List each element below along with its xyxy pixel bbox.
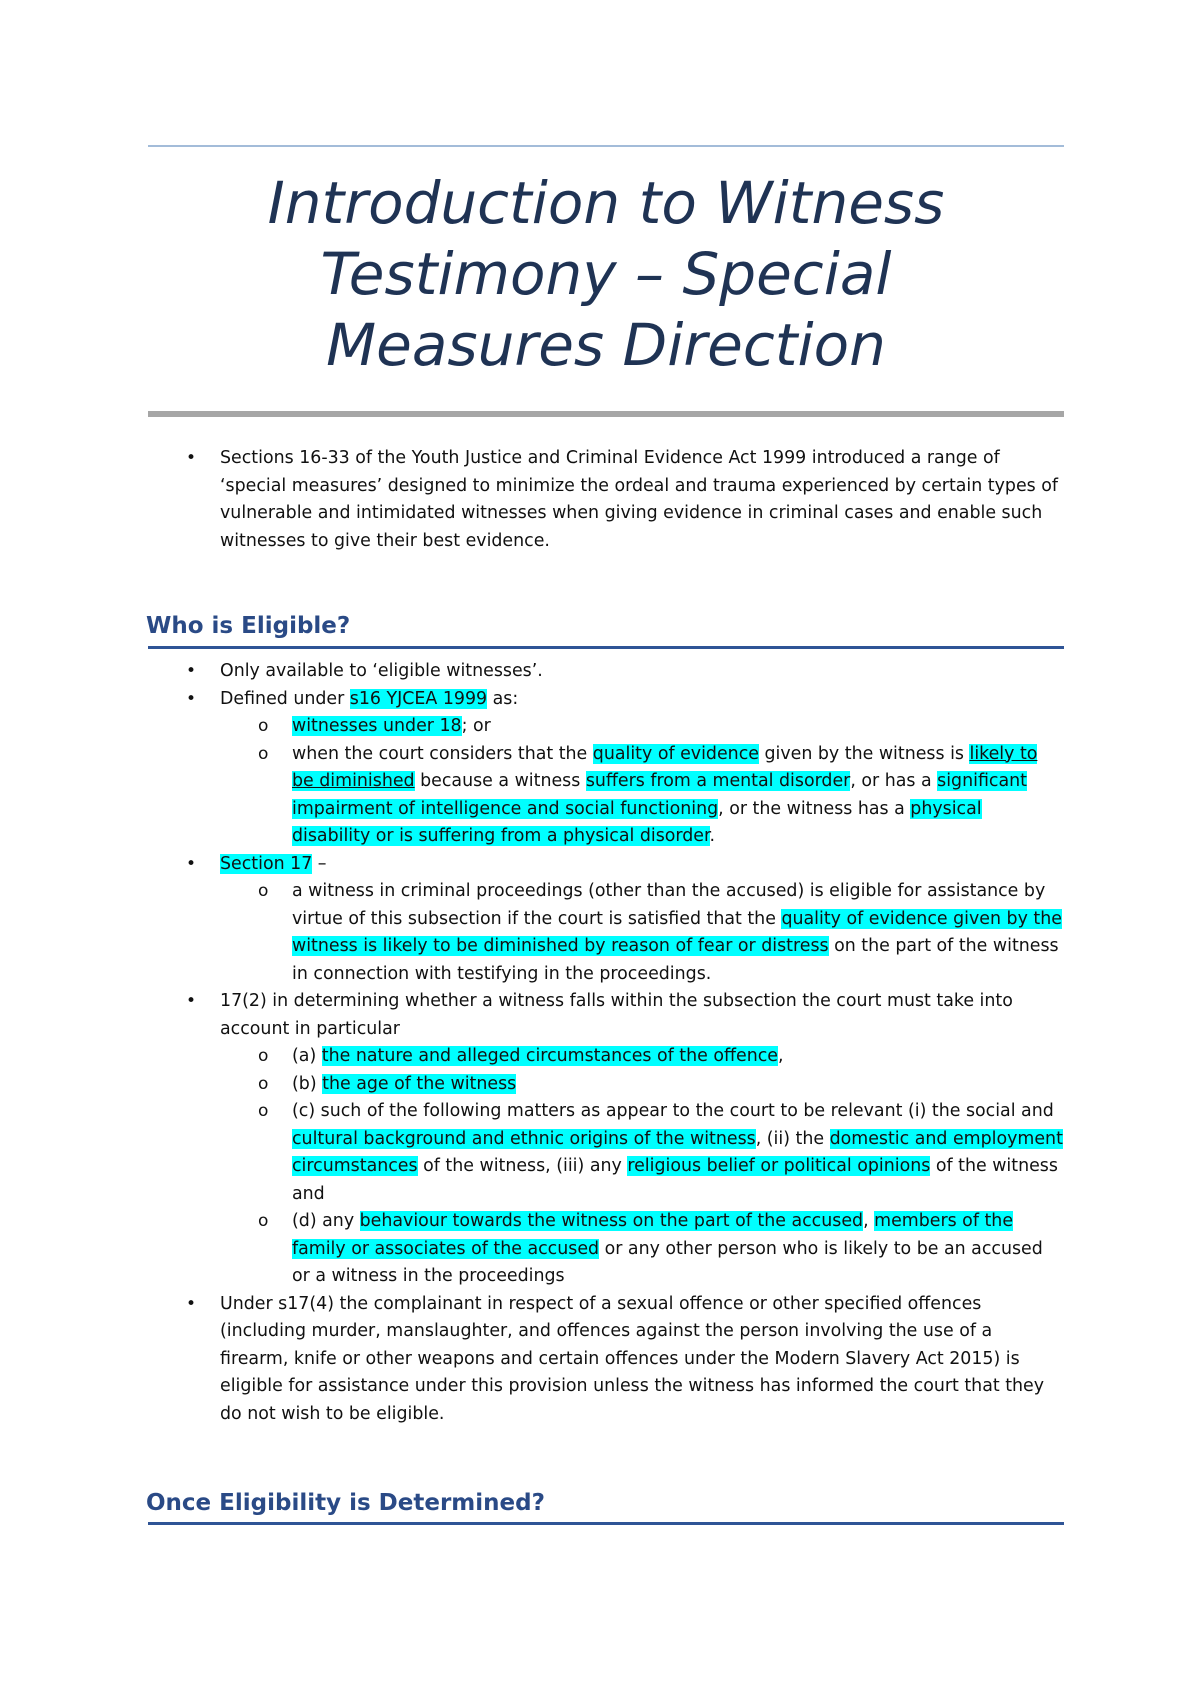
highlight: the nature and alleged circumstances of the offence	[321, 1046, 778, 1066]
eligibility-list	[148, 658, 1064, 1428]
highlight: members of the family or associates of the accused	[292, 1211, 1014, 1259]
sub-bullet-icon: o	[258, 716, 269, 736]
highlight: domestic and employment circumstances	[292, 1128, 1063, 1176]
sub-list-item: o (b) the age of the witness	[148, 1071, 1064, 1099]
highlight: cultural background and ethnic origins of the witness	[292, 1128, 756, 1149]
bullet-icon: •	[186, 991, 197, 1011]
title-top-rule	[148, 145, 1064, 147]
highlight: quality of evidence given by the witness is likely to be diminished by reason of fear or distress	[292, 908, 1062, 956]
highlight: quality of evidence	[592, 743, 759, 764]
bullet-icon: •	[186, 448, 197, 468]
title-line-1: Introduction to Witness	[267, 169, 945, 237]
highlight: the age of the witness	[322, 1073, 517, 1094]
highlight: physical disability or is suffering from a physical disorder	[292, 798, 982, 846]
sub-bullet-icon: o	[258, 881, 269, 901]
sub-bullet-icon: o	[258, 1211, 269, 1231]
list-item: • Under s17(4) the complainant in respect of a sexual offence or other specified offences (including murder, manslaughter, and offences against the person involving the use of a firearm, knife or other weapons and certain offences under the Modern Slavery Act 2015) is eligible for assistance under this provision unless the witness has informed the court that they do not wish to be eligible.	[148, 1291, 1064, 1429]
sub-list-item: o a witness in criminal proceedings (other than the accused) is eligible for assistance by virtue of this subsection if the court is satisfied that the quality of evidence given by the witness is likely to be diminished by reason of fear or distress on the part of the witness in connection with testifying in the proceedings.	[148, 878, 1064, 988]
heading-rule	[148, 646, 1064, 649]
title-line-3: Measures Direction	[326, 311, 886, 379]
sub-list-item: o (d) any behaviour towards the witness on the part of the accused, members of the family or associates of the accused or any other person who is likely to be an accused or a witness in the proceedings	[148, 1208, 1064, 1291]
title-bottom-rule	[148, 411, 1064, 417]
list-item: • Only available to ‘eligible witnesses’.	[148, 658, 1064, 686]
heading-rule	[148, 1522, 1064, 1525]
highlight: s16 YJCEA 1999	[349, 688, 488, 709]
heading-who-is-eligible: Who is Eligible?	[146, 613, 351, 639]
sub-bullet-icon: o	[258, 1046, 269, 1066]
sub-list-item: o (c) such of the following matters as appear to the court to be relevant (i) the social and cultural background and ethnic origins of the witness, (ii) the domestic and employment circumstances of the witness, (iii) any religious belief or political opinions of the witness and	[148, 1098, 1064, 1208]
title-line-2: Testimony – Special	[320, 240, 892, 308]
list-item: • Defined under s16 YJCEA 1999 as: o witnesses under 18; or o when the court considers that the quality of evidence given by the witness is likely to be diminished because a witness suffers from a mental disorder, or has a significant impairment of intelligence and social functioning, or the witness has a physical disability or is suffering from a physical disorder.	[148, 686, 1064, 851]
sub-bullet-icon: o	[258, 1073, 269, 1094]
sub-list-item: o when the court considers that the quality of evidence given by the witness is likely to be diminished because a witness suffers from a mental disorder, or has a significant impairment of intelligence and social functioning, or the witness has a physical disability or is suffering from a physical disorder.	[148, 741, 1064, 851]
highlight: religious belief or political opinions	[627, 1156, 931, 1176]
heading-once-eligibility-determined: Once Eligibility is Determined?	[146, 1490, 545, 1516]
bullet-icon: •	[186, 661, 197, 681]
highlight: Section 17	[220, 853, 313, 874]
intro-text: Sections 16-33 of the Youth Justice and Criminal Evidence Act 1999 introduced a range of ‘special measures’ designed to minimize the ordeal and trauma experienced by certain types of vulnerable and intimidated witnesses when giving evidence in criminal cases and enable such witnesses to give their best evidence.	[220, 448, 1059, 551]
sub-list-item: o witnesses under 18; or	[148, 713, 1064, 741]
highlight: suffers from a mental disorder	[585, 771, 851, 791]
bullet-icon: •	[186, 1293, 197, 1314]
list-item: • Section 17 – o a witness in criminal proceedings (other than the accused) is eligible for assistance by virtue of this subsection if the court is satisfied that the quality of evidence given by the witness is likely to be diminished by reason of fear or distress on the part of the witness in connection with testifying in the proceedings.	[148, 851, 1064, 989]
sub-list-item: o (a) the nature and alleged circumstances of the offence,	[148, 1043, 1064, 1071]
bullet-icon: •	[186, 853, 197, 874]
intro-section	[148, 445, 1064, 555]
sub-bullet-icon: o	[258, 1101, 269, 1121]
page-title	[148, 168, 1064, 381]
list-item: • 17(2) in determining whether a witness falls within the subsection the court must take into account in particular o (a) the nature and alleged circumstances of the offence, o (b) the age of the witness o (c) such of the following matters as appear to the court to be relevant (i) the social and cultural background and ethnic origins of the witness, (ii) the domestic and employment circumstances of the witness, (iii) any religious belief or political opinions of the witness and o (d) any behaviour towards the witness on the part of the accused, members of the family or associates of the accused or any other person who is likely to be an accused or a witness in the proceedings	[148, 988, 1064, 1291]
bullet-icon: •	[186, 688, 197, 709]
highlight: likely to be diminished	[292, 743, 1038, 791]
highlight: witnesses under 18	[292, 716, 462, 736]
highlight: behaviour towards the witness on the part of the accused	[359, 1211, 864, 1231]
intro-bullet-item	[148, 445, 1064, 555]
sub-bullet-icon: o	[258, 743, 269, 764]
highlight: significant impairment of intelligence and social functioning	[292, 771, 1027, 819]
